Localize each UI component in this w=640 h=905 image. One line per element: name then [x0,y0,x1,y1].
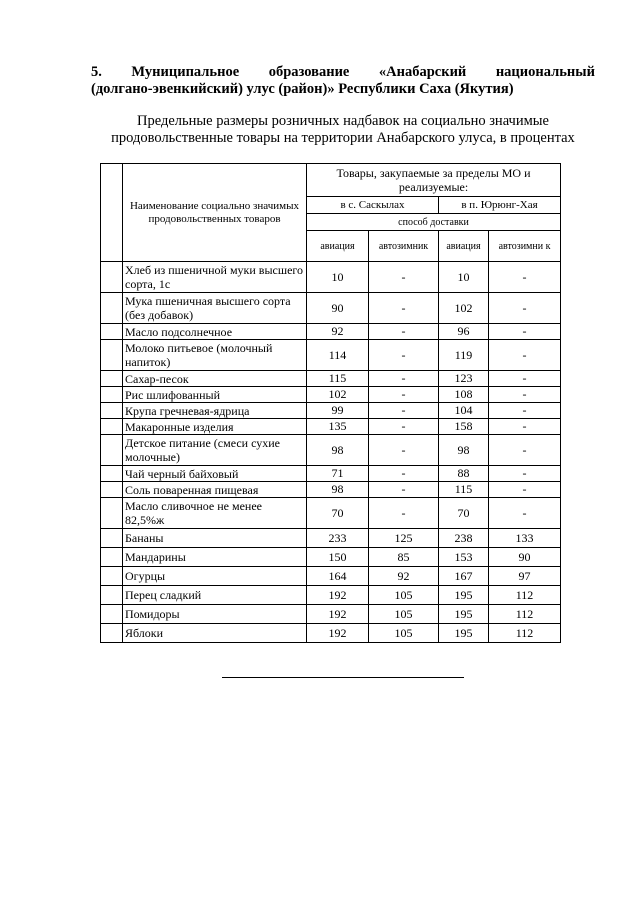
markup-value-c1: 92 [307,324,369,340]
product-name: Огурцы [123,567,307,586]
row-index-cell [101,324,123,340]
markup-value-c2: 85 [369,548,439,567]
product-name: Рис шлифованный [123,387,307,403]
row-index-cell [101,548,123,567]
markup-value-c3: 70 [439,498,489,529]
header-goods-group: Товары, закупаемые за пределы МО и реализуемые: [307,164,561,197]
footer-divider [222,677,464,678]
markup-value-c2: - [369,498,439,529]
row-index-cell [101,419,123,435]
table-caption-line1: Предельные размеры розничных надбавок на социально значимые [137,113,549,129]
markup-value-c3: 238 [439,529,489,548]
table-row [101,586,561,605]
table-row [101,435,561,466]
heading-word: Муниципальное [131,64,240,80]
product-name: Мандарины [123,548,307,567]
table-row [101,403,561,419]
row-index-cell [101,482,123,498]
table-row [101,387,561,403]
markup-value-c2: - [369,482,439,498]
markup-value-c3: 88 [439,466,489,482]
markup-value-c3: 153 [439,548,489,567]
product-name: Яблоки [123,624,307,643]
markup-value-c4: - [489,387,561,403]
markup-value-c4: 90 [489,548,561,567]
row-index-cell [101,498,123,529]
product-name: Соль поваренная пищевая [123,482,307,498]
product-name: Крупа гречневая-ядрица [123,403,307,419]
markup-value-c1: 98 [307,482,369,498]
product-name: Масло сливочное не менее 82,5%ж [123,498,307,529]
markup-value-c1: 164 [307,567,369,586]
table-row [101,262,561,293]
markup-value-c2: - [369,324,439,340]
markup-value-c4: - [489,293,561,324]
header-type-aviation-2: авиация [439,231,489,262]
markup-value-c4: 133 [489,529,561,548]
product-name: Мука пшеничная высшего сорта (без добавок) [123,293,307,324]
product-name: Сахар-песок [123,371,307,387]
markup-value-c3: 119 [439,340,489,371]
markup-value-c1: 135 [307,419,369,435]
markup-value-c3: 102 [439,293,489,324]
markup-value-c4: 97 [489,567,561,586]
table-row [101,548,561,567]
row-index-cell [101,567,123,586]
product-name: Масло подсолнечное [123,324,307,340]
markup-value-c3: 115 [439,482,489,498]
row-index-cell [101,586,123,605]
markup-value-c4: 112 [489,586,561,605]
product-name: Хлеб из пшеничной муки высшего сорта, 1с [123,262,307,293]
markup-value-c4: - [489,466,561,482]
row-index-cell [101,371,123,387]
markup-value-c2: - [369,387,439,403]
markup-value-c1: 192 [307,624,369,643]
markup-value-c4: - [489,435,561,466]
table-row [101,482,561,498]
markup-value-c1: 99 [307,403,369,419]
markup-value-c1: 192 [307,605,369,624]
markup-value-c4: - [489,262,561,293]
heading-word: образование [268,64,350,80]
product-name: Помидоры [123,605,307,624]
markup-value-c4: - [489,482,561,498]
markup-value-c3: 195 [439,605,489,624]
header-location-saskylakh: в с. Саскылах [307,197,439,214]
markup-value-c4: - [489,498,561,529]
table-caption-line2: продовольственные товары на территории Анабарского улуса, в процентах [111,130,575,146]
markup-value-c4: - [489,419,561,435]
table-row [101,324,561,340]
markup-value-c3: 108 [439,387,489,403]
markup-value-c4: - [489,340,561,371]
markup-value-c2: - [369,466,439,482]
heading-word: «Анабарский [378,64,467,80]
row-index-cell [101,340,123,371]
row-index-cell [101,605,123,624]
section-heading-line2: (долгано-эвенкийский) улус (район)» Республики Саха (Якутия) [91,81,514,97]
product-name: Бананы [123,529,307,548]
row-index-cell [101,435,123,466]
markup-value-c3: 96 [439,324,489,340]
header-location-yuryung-khaya: в п. Юрюнг-Хая [439,197,561,214]
heading-word: национальный [495,64,595,80]
markup-value-c4: 112 [489,605,561,624]
markup-value-c1: 114 [307,340,369,371]
row-index-cell [101,529,123,548]
markup-value-c3: 167 [439,567,489,586]
markup-value-c3: 104 [439,403,489,419]
markup-value-c2: - [369,371,439,387]
markup-value-c2: - [369,262,439,293]
row-index-cell [101,293,123,324]
row-index-cell [101,624,123,643]
markup-value-c1: 71 [307,466,369,482]
markup-value-c1: 150 [307,548,369,567]
product-name: Молоко питьевое (молочный напиток) [123,340,307,371]
table-row [101,340,561,371]
table-row [101,498,561,529]
markup-value-c3: 195 [439,624,489,643]
header-type-aviation-1: авиация [307,231,369,262]
table-caption [91,113,595,147]
markup-table [100,163,561,643]
markup-value-c1: 70 [307,498,369,529]
table-row [101,529,561,548]
markup-value-c2: - [369,340,439,371]
product-name: Перец сладкий [123,586,307,605]
row-index-cell [101,387,123,403]
markup-value-c1: 90 [307,293,369,324]
markup-value-c4: - [489,324,561,340]
row-index-cell [101,466,123,482]
markup-value-c2: 105 [369,586,439,605]
markup-value-c2: - [369,403,439,419]
table-row [101,466,561,482]
header-delivery-method: способ доставки [307,214,561,231]
product-name: Детское питание (смеси сухие молочные) [123,435,307,466]
markup-value-c1: 192 [307,586,369,605]
markup-value-c2: 125 [369,529,439,548]
table-row [101,567,561,586]
markup-value-c3: 158 [439,419,489,435]
header-index-cell [101,164,123,262]
markup-value-c3: 195 [439,586,489,605]
markup-value-c4: - [489,403,561,419]
heading-word: 5. [91,64,102,80]
header-name-col: Наименование социально значимых продовольственных товаров [123,164,307,262]
markup-value-c2: - [369,435,439,466]
markup-value-c2: 105 [369,605,439,624]
header-type-winter-road-1: автозимник [369,231,439,262]
row-index-cell [101,262,123,293]
markup-value-c2: - [369,293,439,324]
markup-value-c3: 10 [439,262,489,293]
section-heading [91,64,595,98]
markup-value-c1: 98 [307,435,369,466]
table-row [101,419,561,435]
table-row [101,624,561,643]
row-index-cell [101,403,123,419]
table-row [101,371,561,387]
table-row [101,605,561,624]
product-name: Макаронные изделия [123,419,307,435]
markup-value-c3: 98 [439,435,489,466]
product-name: Чай черный байховый [123,466,307,482]
markup-value-c2: - [369,419,439,435]
header-type-winter-road-2: автозимни к [489,231,561,262]
table-row [101,293,561,324]
markup-value-c1: 233 [307,529,369,548]
markup-value-c2: 105 [369,624,439,643]
markup-value-c2: 92 [369,567,439,586]
section-heading-line1 [91,64,595,81]
markup-value-c1: 102 [307,387,369,403]
markup-value-c4: - [489,371,561,387]
markup-value-c1: 115 [307,371,369,387]
markup-value-c4: 112 [489,624,561,643]
markup-value-c3: 123 [439,371,489,387]
markup-value-c1: 10 [307,262,369,293]
